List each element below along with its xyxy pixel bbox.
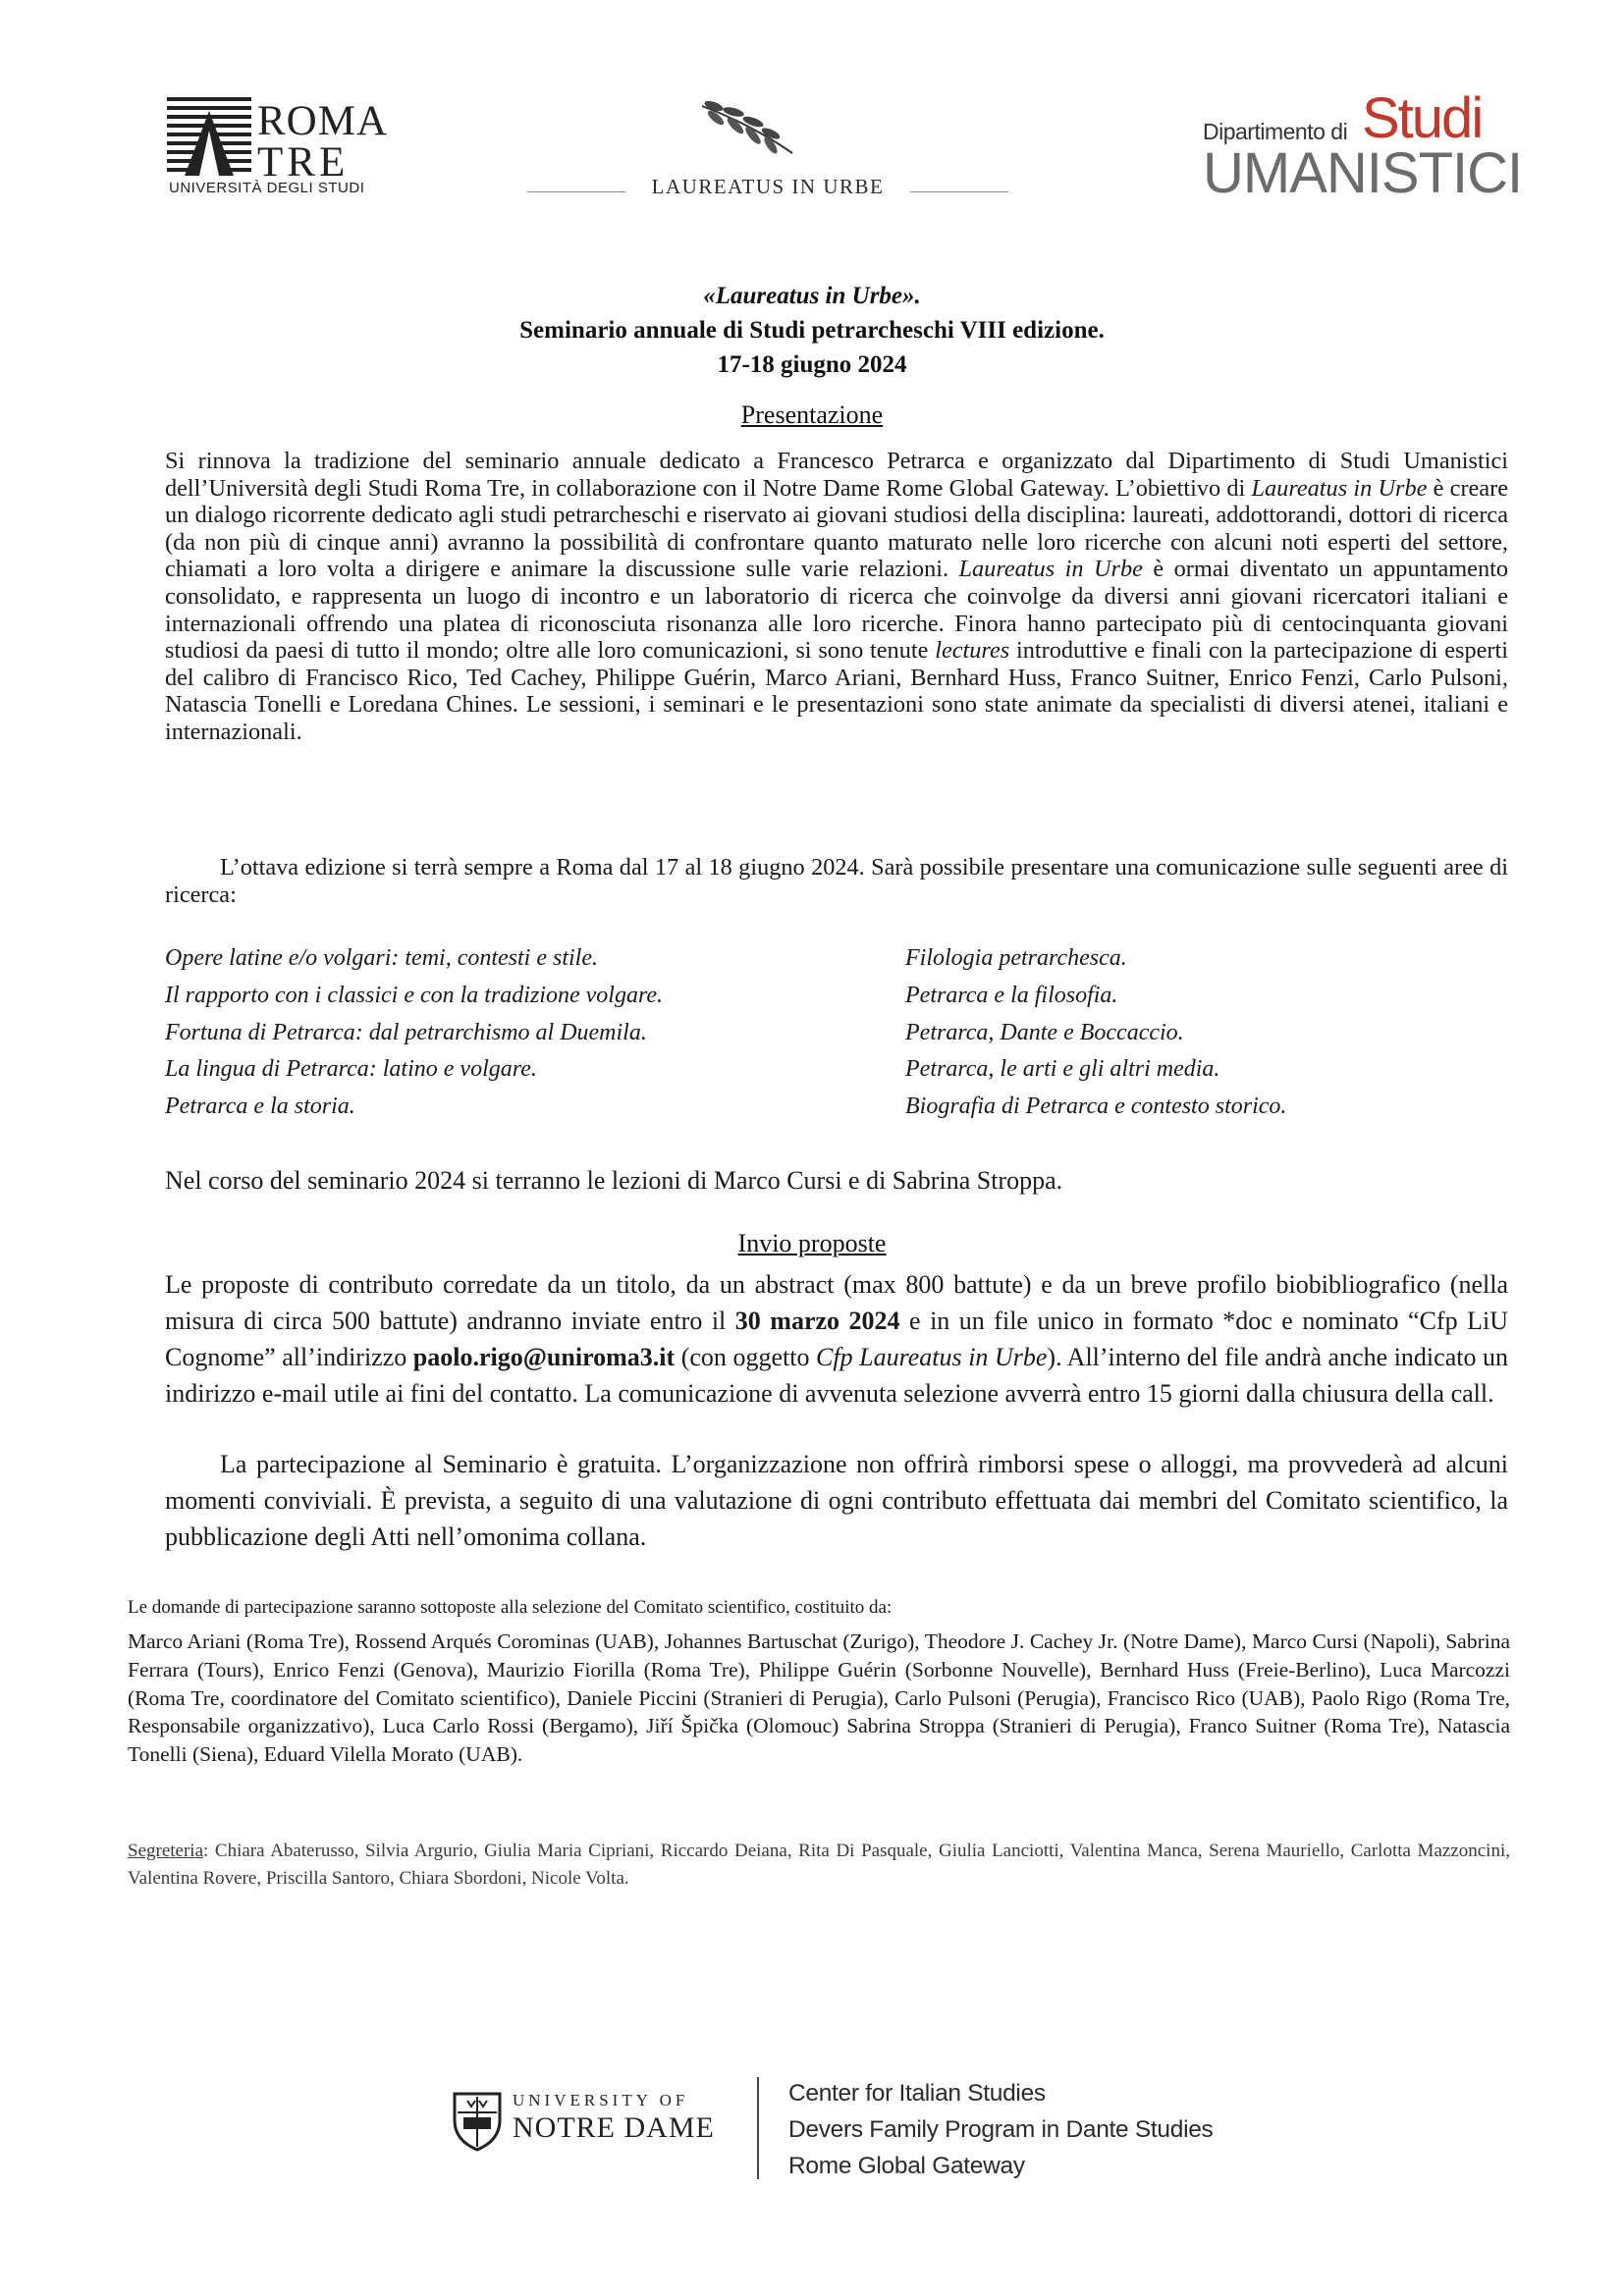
text-run-italic: lectures [935, 637, 1010, 665]
secretariat-names: : Chiara Abaterusso, Silvia Argurio, Giulia Maria Cipriani, Riccardo Deiana, Rita Di Pasquale, Giulia Lanciotti, Valentina Manca, Serena Mauriello, Carlotta Mazzoncini, Valentina Rovere, Priscilla Santoro, Chiara Sbordoni, Nicole Volta. [128, 1841, 1510, 1889]
topic-item: Il rapporto con i classici e con la tradizione volgare. [165, 982, 664, 1008]
title-dates: 17-18 giugno 2024 [717, 351, 907, 378]
topic-item: Opere latine e/o volgari: temi, contesti e stile. [165, 945, 598, 971]
text-run: ). All’interno del file andrà anche indicato un indirizzo e-mail utile ai fini del contatto. La comunicazione di avvenuta selezione avverrà entro 15 giorni dalla chiusura della call. [165, 1343, 1509, 1408]
text-run: Le proposte di contributo corredate da un titolo, da un abstract (max 800 battute) e da un breve profilo biobibliografico (nella misura di circa 500 battute) andranno inviate entro il [165, 1270, 1508, 1335]
roma-tre-logo [167, 93, 389, 201]
contact-email-link[interactable]: paolo.rigo@uniroma3.it [412, 1343, 676, 1371]
committee-intro: Le domande di partecipazione saranno sottoposte alla selezione del Comitato scientifico, costituito da: [128, 1597, 893, 1618]
topics-list-left [165, 940, 852, 1126]
dsu-line1: Dipartimento di [1203, 119, 1348, 144]
topic-item: Petrarca e la storia. [165, 1094, 355, 1120]
laureatus-rule-left [527, 191, 625, 192]
heading-presentazione: Presentazione [740, 400, 884, 429]
footer-program-item: Center for Italian Studies [788, 2080, 1046, 2107]
topic-item: Petrarca, le arti e gli altri media. [905, 1056, 1220, 1083]
laureatus-rule-right [910, 191, 1008, 192]
laureatus-logo [527, 98, 1008, 206]
text-run-italic: Laureatus in Urbe [1251, 474, 1428, 502]
footer-program-item: Devers Family Program in Dante Studies [788, 2116, 1214, 2143]
paragraph-partecipazione: La partecipazione al Seminario è gratuita. L’organizzazione non offrirà rimborsi spese o alloggi, ma provvederà ad alcuni momenti conviviali. È prevista, a seguito di una valutazione di ogni contributo effettuata dai membri del Comitato scientifico, la pubblicazione degli Atti nell’omonima collana. [165, 1450, 1508, 1551]
topic-item: Filologia petrarchesca. [905, 945, 1127, 971]
committee-members: Marco Ariani (Roma Tre), Rossend Arqués Corominas (UAB), Johannes Bartuschat (Zurigo), Theodore J. Cachey Jr. (Notre Dame), Marco Cursi (Napoli), Sabrina Ferrara (Tours), Enrico Fenzi (Genova), Maurizio Fiorilla (Roma Tre), Philippe Guérin (Sorbonne Nouvelle), Bernhard Huss (Freie-Berlino), Luca Marcozzi (Roma Tre, coordinatore del Comitato scientifico), Daniele Piccini (Stranieri di Perugia), Carlo Pulsoni (Perugia), Francisco Rico (UAB), Paolo Rigo (Roma Tre, Responsabile organizzativo), Luca Carlo Rossi (Bergamo), Jiří Špička (Olomouc) Sabrina Stroppa (Stranieri di Perugia), Franco Suitner (Roma Tre), Natascia Tonelli (Siena), Eduard Vilella Morato (UAB). [128, 1629, 1510, 1767]
roma-tre-line2: TRE [257, 139, 350, 186]
notre-dame-name: NOTRE DAME [513, 2111, 715, 2144]
paragraph-invio-proposte [165, 1266, 1508, 1412]
deadline-date: 30 marzo 2024 [734, 1307, 900, 1335]
title-seminario: Seminario annuale di Studi petrarcheschi VIII edizione. [519, 317, 1105, 344]
heading-invio-proposte: Invio proposte [737, 1229, 887, 1257]
notre-dame-logo [452, 2069, 805, 2163]
dsu-logo [1203, 86, 1523, 206]
footer-programs [788, 2075, 1279, 2184]
secretariat-label: Segreteria [128, 1841, 204, 1861]
text-run: introduttive e finali con la partecipazione di esperti del calibro di Francisco Rico, Ted Cachey, Philippe Guérin, Marco Ariani, Bernhard Huss, Franco Suitner, Enrico Fenzi, Carlo Pulsoni, Natascia Tonelli e Loredana Chines. Le sessioni, i seminari e le presentazioni sono state animate da specialisti di diversi atenei, italiani e internazionali. [165, 637, 1508, 745]
topic-item: Petrarca e la filosofia. [905, 982, 1118, 1008]
text-run-italic: Laureatus in Urbe [958, 556, 1143, 583]
paragraph-ottava-edizione: L’ottava edizione si terrà sempre a Roma dal 17 al 18 giugno 2024. Sarà possibile presentare una comunicazione sulle seguenti aree di ricerca: [165, 854, 1508, 908]
text-run: e in un file unico in formato *doc e nominato “Cfp LiU Cognome” all’indirizzo [165, 1307, 1508, 1371]
text-run: è creare un dialogo ricorrente dedicato agli studi petrarcheschi e riservato ai giovani studiosi della disciplina: laureati, addottorandi, dottori di ricerca (da non più di cinque anni) avranno la possibilità di confrontare quanto maturato nelle loro ricerche con alcuni noti esperti del settore, chiamati a loro volta a dirigere e animare la discussione sulle varie relazioni. [165, 474, 1508, 583]
topic-item: La lingua di Petrarca: latino e volgare. [165, 1056, 537, 1083]
title-laureatus: «Laureatus in Urbe». [703, 283, 921, 309]
dsu-line3: UMANISTICI [1203, 141, 1523, 205]
roma-tre-line3: UNIVERSITÀ DEGLI STUDI [169, 180, 365, 196]
topics-list-right [905, 940, 1514, 1126]
paragraph-lectures: Nel corso del seminario 2024 si terranno le lezioni di Marco Cursi e di Sabrina Stroppa. [165, 1166, 1063, 1195]
roma-tre-emblem-icon [167, 97, 251, 178]
footer-program-item: Rome Global Gateway [788, 2153, 1025, 2179]
text-run: Si rinnova la tradizione del seminario annuale dedicato a Francesco Petrarca e organizzato dal Dipartimento di Studi Umanistici dell’Università degli Studi Roma Tre, in collaborazione con il Notre Dame Rome Global Gateway. L’obiettivo di [165, 448, 1508, 502]
topic-item: Petrarca, Dante e Boccaccio. [905, 1019, 1184, 1045]
email-subject: Cfp Laureatus in Urbe [816, 1343, 1048, 1371]
secretariat [128, 1838, 1510, 1893]
footer-divider [757, 2077, 759, 2179]
notre-dame-univ: UNIVERSITY OF [513, 2091, 689, 2109]
text-run: (con oggetto [675, 1343, 817, 1371]
laureatus-logo-text: LAUREATUS IN URBE [651, 175, 885, 198]
paragraph-presentazione [165, 448, 1508, 746]
laurel-branch-icon [694, 98, 802, 157]
topic-item: Fortuna di Petrarca: dal petrarchismo al Duemila. [165, 1019, 647, 1045]
dsu-line2: Studi [1362, 86, 1483, 150]
topic-item: Biografia di Petrarca e contesto storico. [905, 1094, 1287, 1120]
roma-tre-line1: ROMA [257, 98, 389, 144]
notre-dame-shield-icon [452, 2091, 503, 2152]
text-run: è ormai diventato un appuntamento consolidato, e rappresenta un luogo di incontro e un laboratorio di ricerca che coinvolge da diversi anni giovani ricercatori italiani e internazionali offrendo una platea di riconosciuta risonanza alle loro ricerche. Finora hanno partecipato più di centocinquanta giovani studiosi da paesi di tutto il mondo; oltre alle loro comunicazioni, si sono tenute [165, 556, 1509, 665]
